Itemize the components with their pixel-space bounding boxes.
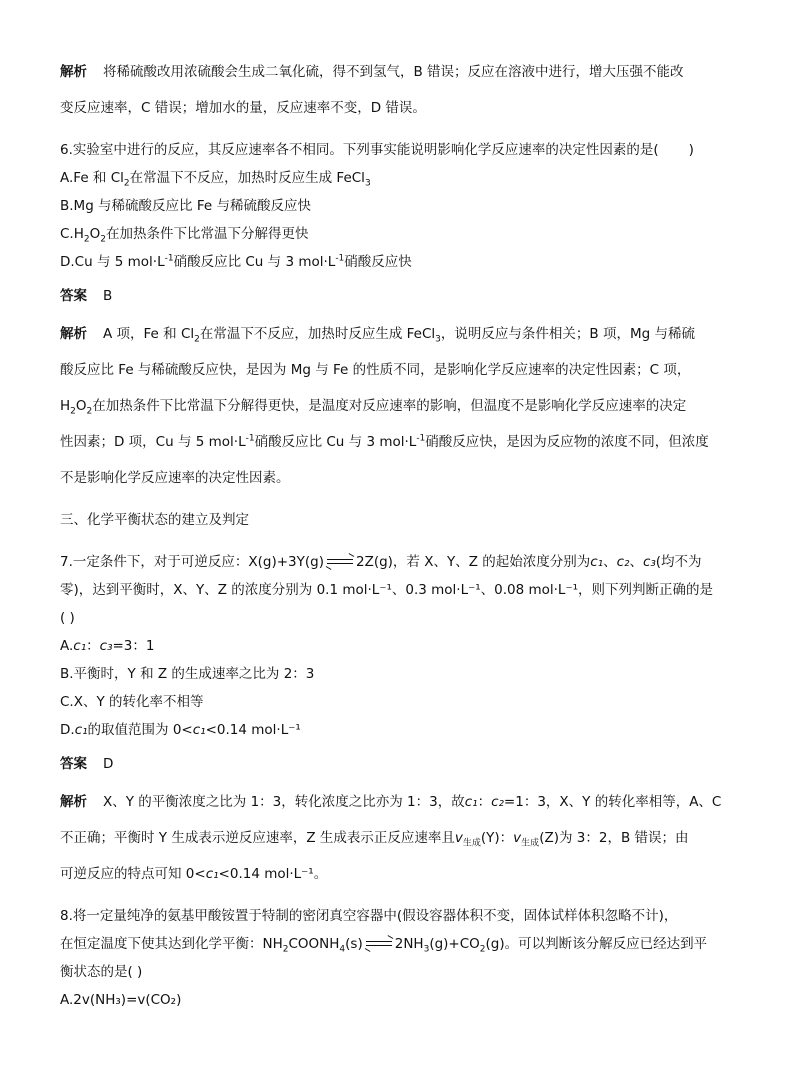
question-6-explanation: 酸反应比 Fe 与稀硫酸反应快，是因为 Mg 与 Fe 的性质不同，是影响化学反应速率的决定性因素；C 项， [60, 362, 691, 378]
question-7-explanation: 可逆反应的特点可知 0<c₁<0.14 mol·L⁻¹。 [60, 866, 328, 882]
question-7-explanation: 不正确；平衡时 Y 生成表示逆反应速率，Z 生成表示正反应速率且$v_{生成}(Y)$：$v_{生成}(Z)$为 3：2，B 错误；由 [60, 830, 689, 849]
question-6-option-b: B.Mg 与稀硫酸反应比 Fe 与稀硫酸反应快 [60, 198, 311, 214]
explanation-label: 解析 [60, 794, 87, 810]
question-7-explanation: 解析 X、Y 的平衡浓度之比为 1：3，转化浓度之比亦为 1：3，故c₁：c₂=1：3，X、Y 的转化率相等，A、C [60, 794, 722, 810]
equilibrium-arrow-icon [366, 939, 392, 949]
explanation-line: 解析 将稀硫酸改用浓硫酸会生成二氧化硫，得不到氢气，B 错误；反应在溶液中进行，增大压强不能改 [60, 64, 684, 80]
question-6-explanation: $H_2O_2$在加热条件下比常温下分解得更快，是温度对反应速率的影响，但温度不是影响化学反应速率的决定 [60, 398, 687, 417]
question-7-option-a: A.c₁：c₃=3：1 [60, 638, 155, 654]
question-6-option-d: D.Cu 与 5 $mol\cdot L^{-1}$硝酸反应比 Cu 与 3 $mol\cdot L^{-1}$硝酸反应快 [60, 253, 412, 270]
question-7-stem: 零)，达到平衡时，X、Y、Z 的浓度分别为 0.1 mol·L⁻¹、0.3 mol·L⁻¹、0.08 mol·L⁻¹，则下列判断正确的是 [60, 582, 713, 598]
question-6-stem: 6.实验室中进行的反应，其反应速率各不相同。下列事实能说明影响化学反应速率的决定性因素的是( ) [60, 142, 694, 158]
question-6-explanation: 性因素；D 项，Cu 与 5 $mol\cdot L^{-1}$硝酸反应比 Cu 与 3 $mol\cdot L^{-1}$硝酸反应快，是因为反应物的浓度不同，但浓度 [60, 433, 709, 450]
question-6-explanation: 不是影响化学反应速率的决定性因素。 [60, 470, 290, 486]
equilibrium-arrow-icon [327, 557, 353, 567]
question-7-stem: ( ) [60, 610, 75, 626]
question-6-explanation: 解析 A 项，Fe 和 $Cl_2$在常温下不反应，加热时反应生成 FeCl$_3$，说明反应与条件相关；B 项，Mg 与稀硫 [60, 326, 695, 345]
question-7-option-d: D.c₁的取值范围为 0<c₁<0.14 mol·L⁻¹ [60, 722, 301, 738]
answer-label: 答案 [60, 756, 87, 772]
explanation-label: 解析 [60, 326, 87, 342]
answer-value: D [103, 756, 114, 772]
answer-value: B [103, 288, 113, 304]
explanation-label: 解析 [60, 64, 87, 80]
question-7-stem: 7.一定条件下，对于可逆反应：X(g)+3Y(g) 2Z(g)，若 X、Y、Z 的起始浓度分别为c₁、c₂、c₃(均不为 [60, 554, 702, 570]
question-6-answer [60, 282, 734, 310]
question-8-stem: 衡状态的是( ) [60, 964, 143, 980]
explanation-line: 变反应速率，C 错误；增加水的量，反应速率不变，D 错误。 [60, 100, 426, 116]
question-7-option-b: B.平衡时，Y 和 Z 的生成速率之比为 2：3 [60, 666, 315, 682]
question-8-stem: 8.将一定量纯净的氨基甲酸铵置于特制的密闭真空容器中(假设容器体积不变，固体试样体积忽略不计)， [60, 908, 678, 924]
question-8-stem: 在恒定温度下使其达到化学平衡：$NH_2COONH_4(s)$ $2NH_3(g)+CO_2(g)$。可以判断该分解反应已经达到平 [60, 936, 708, 955]
section-heading: 三、化学平衡状态的建立及判定 [60, 512, 249, 528]
question-7-answer [60, 750, 734, 778]
question-6-option-a: A.Fe 和 $Cl_2$在常温下不反应，加热时反应生成 FeCl$_3$ [60, 170, 371, 189]
question-7-option-c: C.X、Y 的转化率不相等 [60, 694, 204, 710]
question-6-option-c: $C.H_2O_2$在加热条件下比常温下分解得更快 [60, 226, 309, 245]
question-8-option-a: A.2v(NH₃)=v(CO₂) [60, 992, 182, 1008]
answer-label: 答案 [60, 288, 87, 304]
